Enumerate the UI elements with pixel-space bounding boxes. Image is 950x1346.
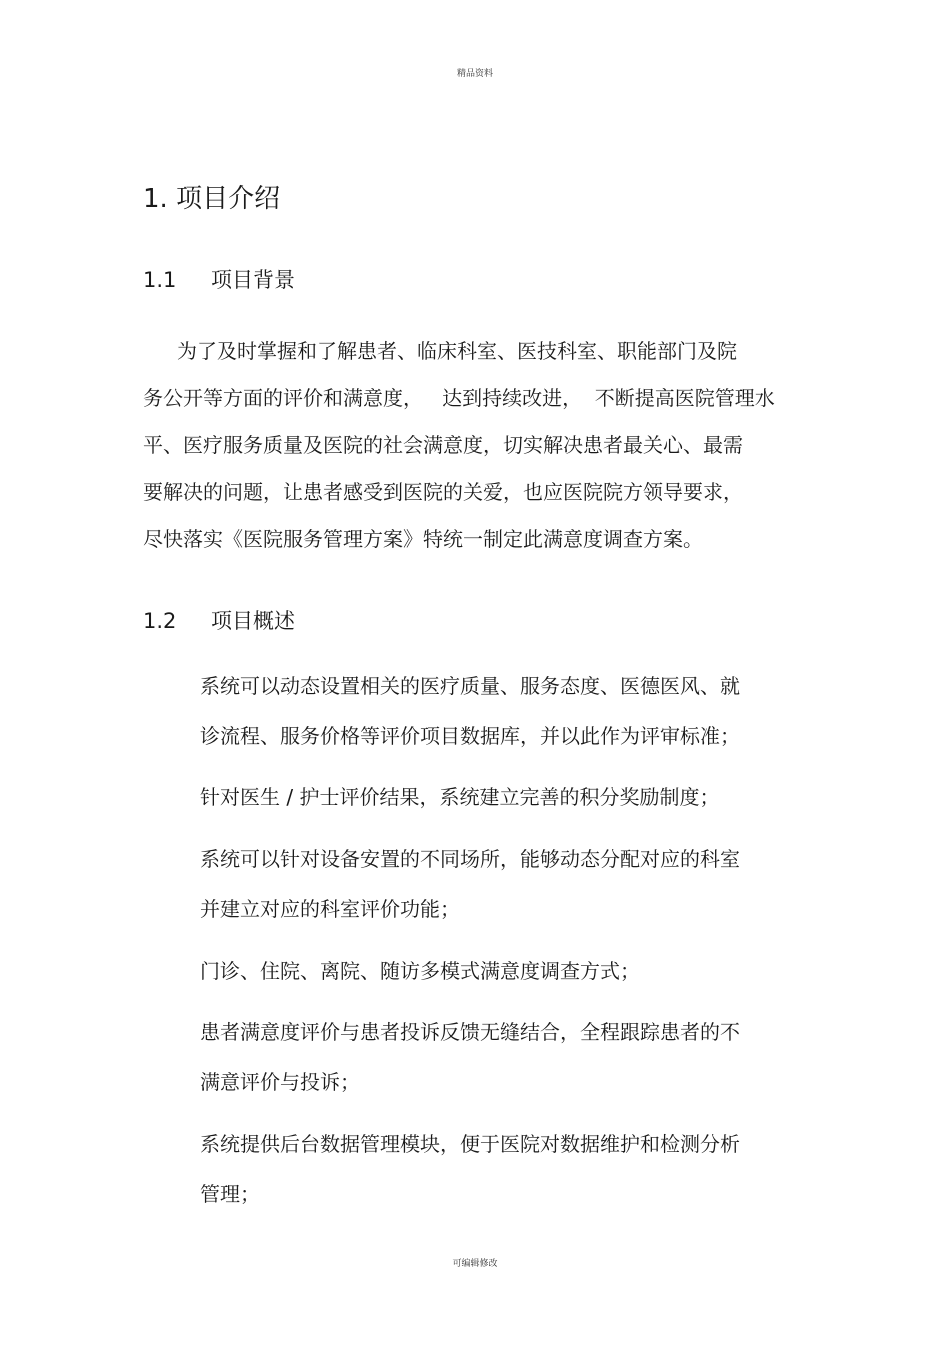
item-line: 并建立对应的科室评价功能； [200, 897, 460, 921]
overview-item [200, 1119, 820, 1219]
item-line: 针对医生 / 护士评价结果，系统建立完善的积分奖励制度； [200, 785, 720, 809]
overview-item [200, 1007, 820, 1107]
overview-item [200, 946, 820, 996]
page-footer-note: 可编辑修改 [452, 1259, 498, 1269]
item-line: 系统可以针对设备安置的不同场所，能够动态分配对应的科室 [200, 847, 740, 871]
subsection-number: 1.1 [143, 268, 177, 292]
subsection-heading-overview [143, 606, 295, 636]
paragraph-line: 务公开等方面的评价和满意度， 达到持续改进， 不断提高医院管理水 [143, 386, 775, 410]
subsection-title: 项目概述 [211, 609, 295, 633]
item-line: 系统提供后台数据管理模块，便于医院对数据维护和检测分析 [200, 1132, 740, 1156]
subsection-title: 项目背景 [211, 268, 295, 292]
overview-item [200, 834, 820, 934]
overview-item [200, 772, 820, 822]
section-title-project-intro: 1. 项目介绍 [143, 184, 281, 214]
paragraph-line: 要解决的问题，让患者感受到医院的关爱，也应医院院方领导要求， [143, 480, 743, 504]
item-line: 患者满意度评价与患者投诉反馈无缝结合，全程跟踪患者的不 [200, 1020, 740, 1044]
item-line: 满意评价与投诉； [200, 1070, 360, 1094]
subsection-number: 1.2 [143, 609, 177, 633]
page-header-note: 精品资料 [456, 69, 493, 79]
paragraph-line: 为了及时掌握和了解患者、临床科室、医技科室、职能部门及院 [177, 339, 737, 363]
subsection-heading-background [143, 265, 295, 295]
background-paragraph [143, 328, 803, 563]
overview-item [200, 661, 820, 761]
paragraph-line: 尽快落实《医院服务管理方案》特统一制定此满意度调查方案。 [143, 527, 703, 551]
item-line: 门诊、住院、离院、随访多模式满意度调查方式； [200, 959, 640, 983]
paragraph-line: 平、医疗服务质量及医院的社会满意度，切实解决患者最关心、最需 [143, 433, 743, 457]
item-line: 管理； [200, 1182, 260, 1206]
item-line: 诊流程、服务价格等评价项目数据库，并以此作为评审标准； [200, 724, 740, 748]
item-line: 系统可以动态设置相关的医疗质量、服务态度、医德医风、就 [200, 674, 740, 698]
